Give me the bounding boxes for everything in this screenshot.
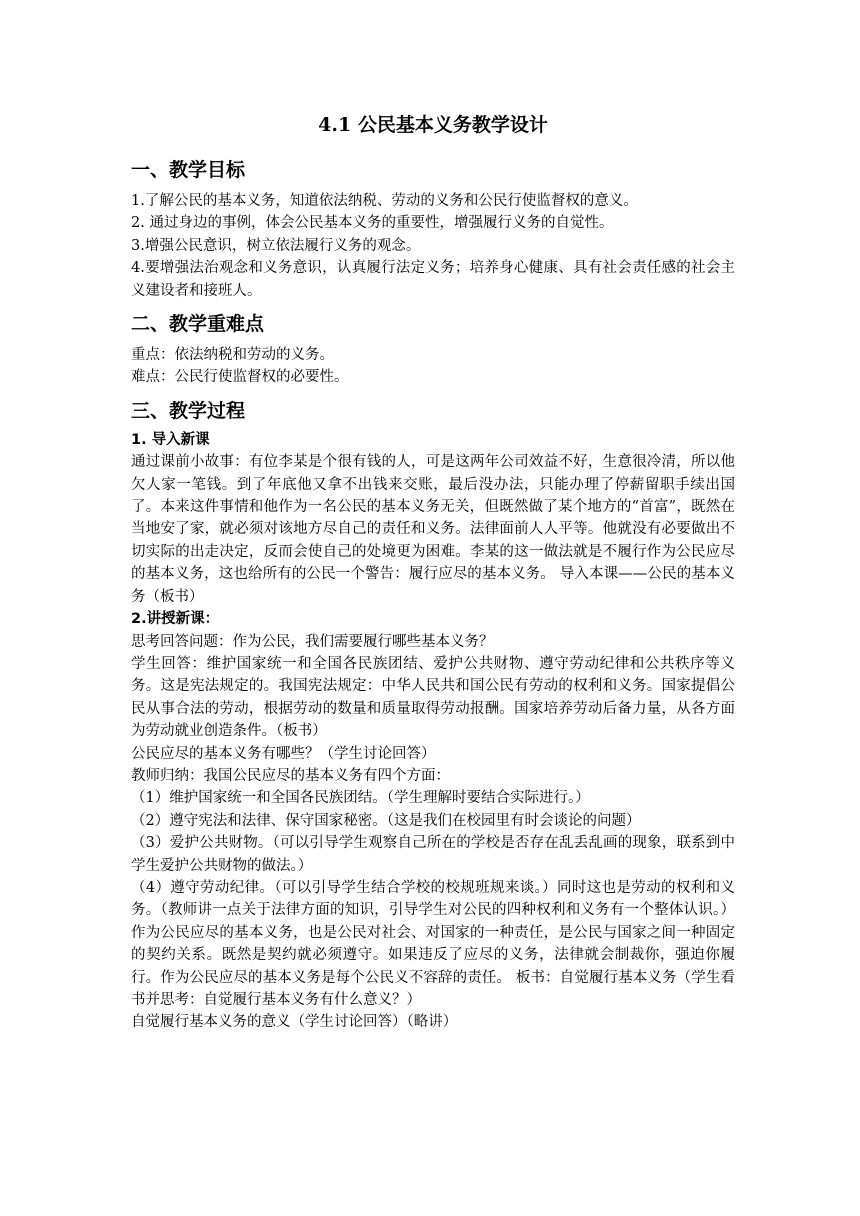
- key-point-item: 重点：依法纳税和劳动的义务。: [131, 347, 334, 364]
- section-heading-process: 三、教学过程: [131, 399, 246, 422]
- step2-paragraph: 学生回答：维护国家统一和全国各民族团结、爱护公共财物、遵守劳动纪律和公共秩序等义务。这是宪法规定的。我国宪法规定：中华人民共和国公民有劳动的权利和义务。国家提倡公民从事合法的劳动，根据劳动的数量和质量取得劳动报酬。国家培养劳动后备力量，从各方面为劳动就业创造条件。（板书）: [131, 655, 735, 740]
- step2-paragraph: 自觉履行基本义务的意义（学生讨论回答）（略讲）: [131, 1014, 458, 1031]
- step1-heading: 1. 导入新课: [131, 431, 210, 448]
- document-title: 4.1 公民基本义务教学设计: [318, 114, 548, 136]
- step2-paragraph: 教师归纳：我国公民应尽的基本义务有四个方面：: [131, 767, 450, 784]
- step2-paragraph: 思考回答问题：作为公民，我们需要履行哪些基本义务？: [131, 633, 494, 650]
- section-heading-objectives: 一、教学目标: [131, 159, 246, 181]
- document-page: [131, 112, 735, 1034]
- step2-paragraph: （1）维护国家统一和全国各民族团结。（学生理解时要结合实际进行。）: [131, 790, 590, 807]
- step1-text: 通过课前小故事：有位李某是个很有钱的人，可是这两年公司效益不好，生意很冷清，所以他欠人家一笔钱。到了年底他又拿不出钱来交账，最后没办法，只能办理了停薪留职手续出国了。本来这件事情和他作为一名公民的基本义务无关，但既然做了某个地方的“首富”，既然在当地安了家，就必须对该地方尽自己的责任和义务。法律面前人人平等。他就没有必要做出不切实际的出走决定，反而会使自己的处境更为困难。李某的这一做法就是不履行作为公民应尽的基本义务，这也给所有的公民一个警告：履行应尽的基本义务。 导入本课——公民的基本义务（板书）: [131, 454, 735, 605]
- step2-paragraph: （3）爱护公共财物。（可以引导学生观察自己所在的学校是否存在乱丢乱画的现象，联系到中学生爱护公共财物的做法。）: [131, 835, 735, 874]
- objective-item: 3.增强公民意识，树立依法履行义务的观念。: [131, 237, 421, 254]
- step2-paragraph: 公民应尽的基本义务有哪些？（学生讨论回答）: [131, 745, 436, 762]
- objective-item: 1.了解公民的基本义务，知道依法纳税、劳动的义务和公民行使监督权的意义。: [131, 193, 638, 209]
- step2-paragraph: （4）遵守劳动纪律。（可以引导学生结合学校的校规班规来谈。）同时这也是劳动的权利和义务。（教师讲一点关于法律方面的知识，引导学生对公民的四种权利和义务有一个整体认识。）作为公民应尽的基本义务，也是公民对社会、对国家的一种责任，是公民与国家之间一种固定的契约关系。既然是契约就必须遵守。如果违反了应尽的义务，法律就会制裁你，强迫你履行。作为公民应尽的基本义务是每个公民义不容辞的责任。 板书：自觉履行基本义务（学生看书并思考：自觉履行基本义务有什么意义？）: [131, 879, 735, 1008]
- step2-heading: 2.讲授新课：: [131, 611, 220, 628]
- key-point-item: 难点：公民行使监督权的必要性。: [131, 369, 349, 386]
- step2-paragraph: （2）遵守宪法和法律、保守国家秘密。（这是我们在校园里有时会谈论的问题）: [131, 812, 641, 829]
- section-heading-key-points: 二、教学重难点: [131, 313, 265, 336]
- objective-item: 4.要增强法治观念和义务意识，认真履行法定义务；培养身心健康、具有社会责任感的社会主义建设者和接班人。: [131, 260, 735, 299]
- objective-item: 2. 通过身边的事例，体会公民基本义务的重要性，增强履行义务的自觉性。: [131, 215, 614, 232]
